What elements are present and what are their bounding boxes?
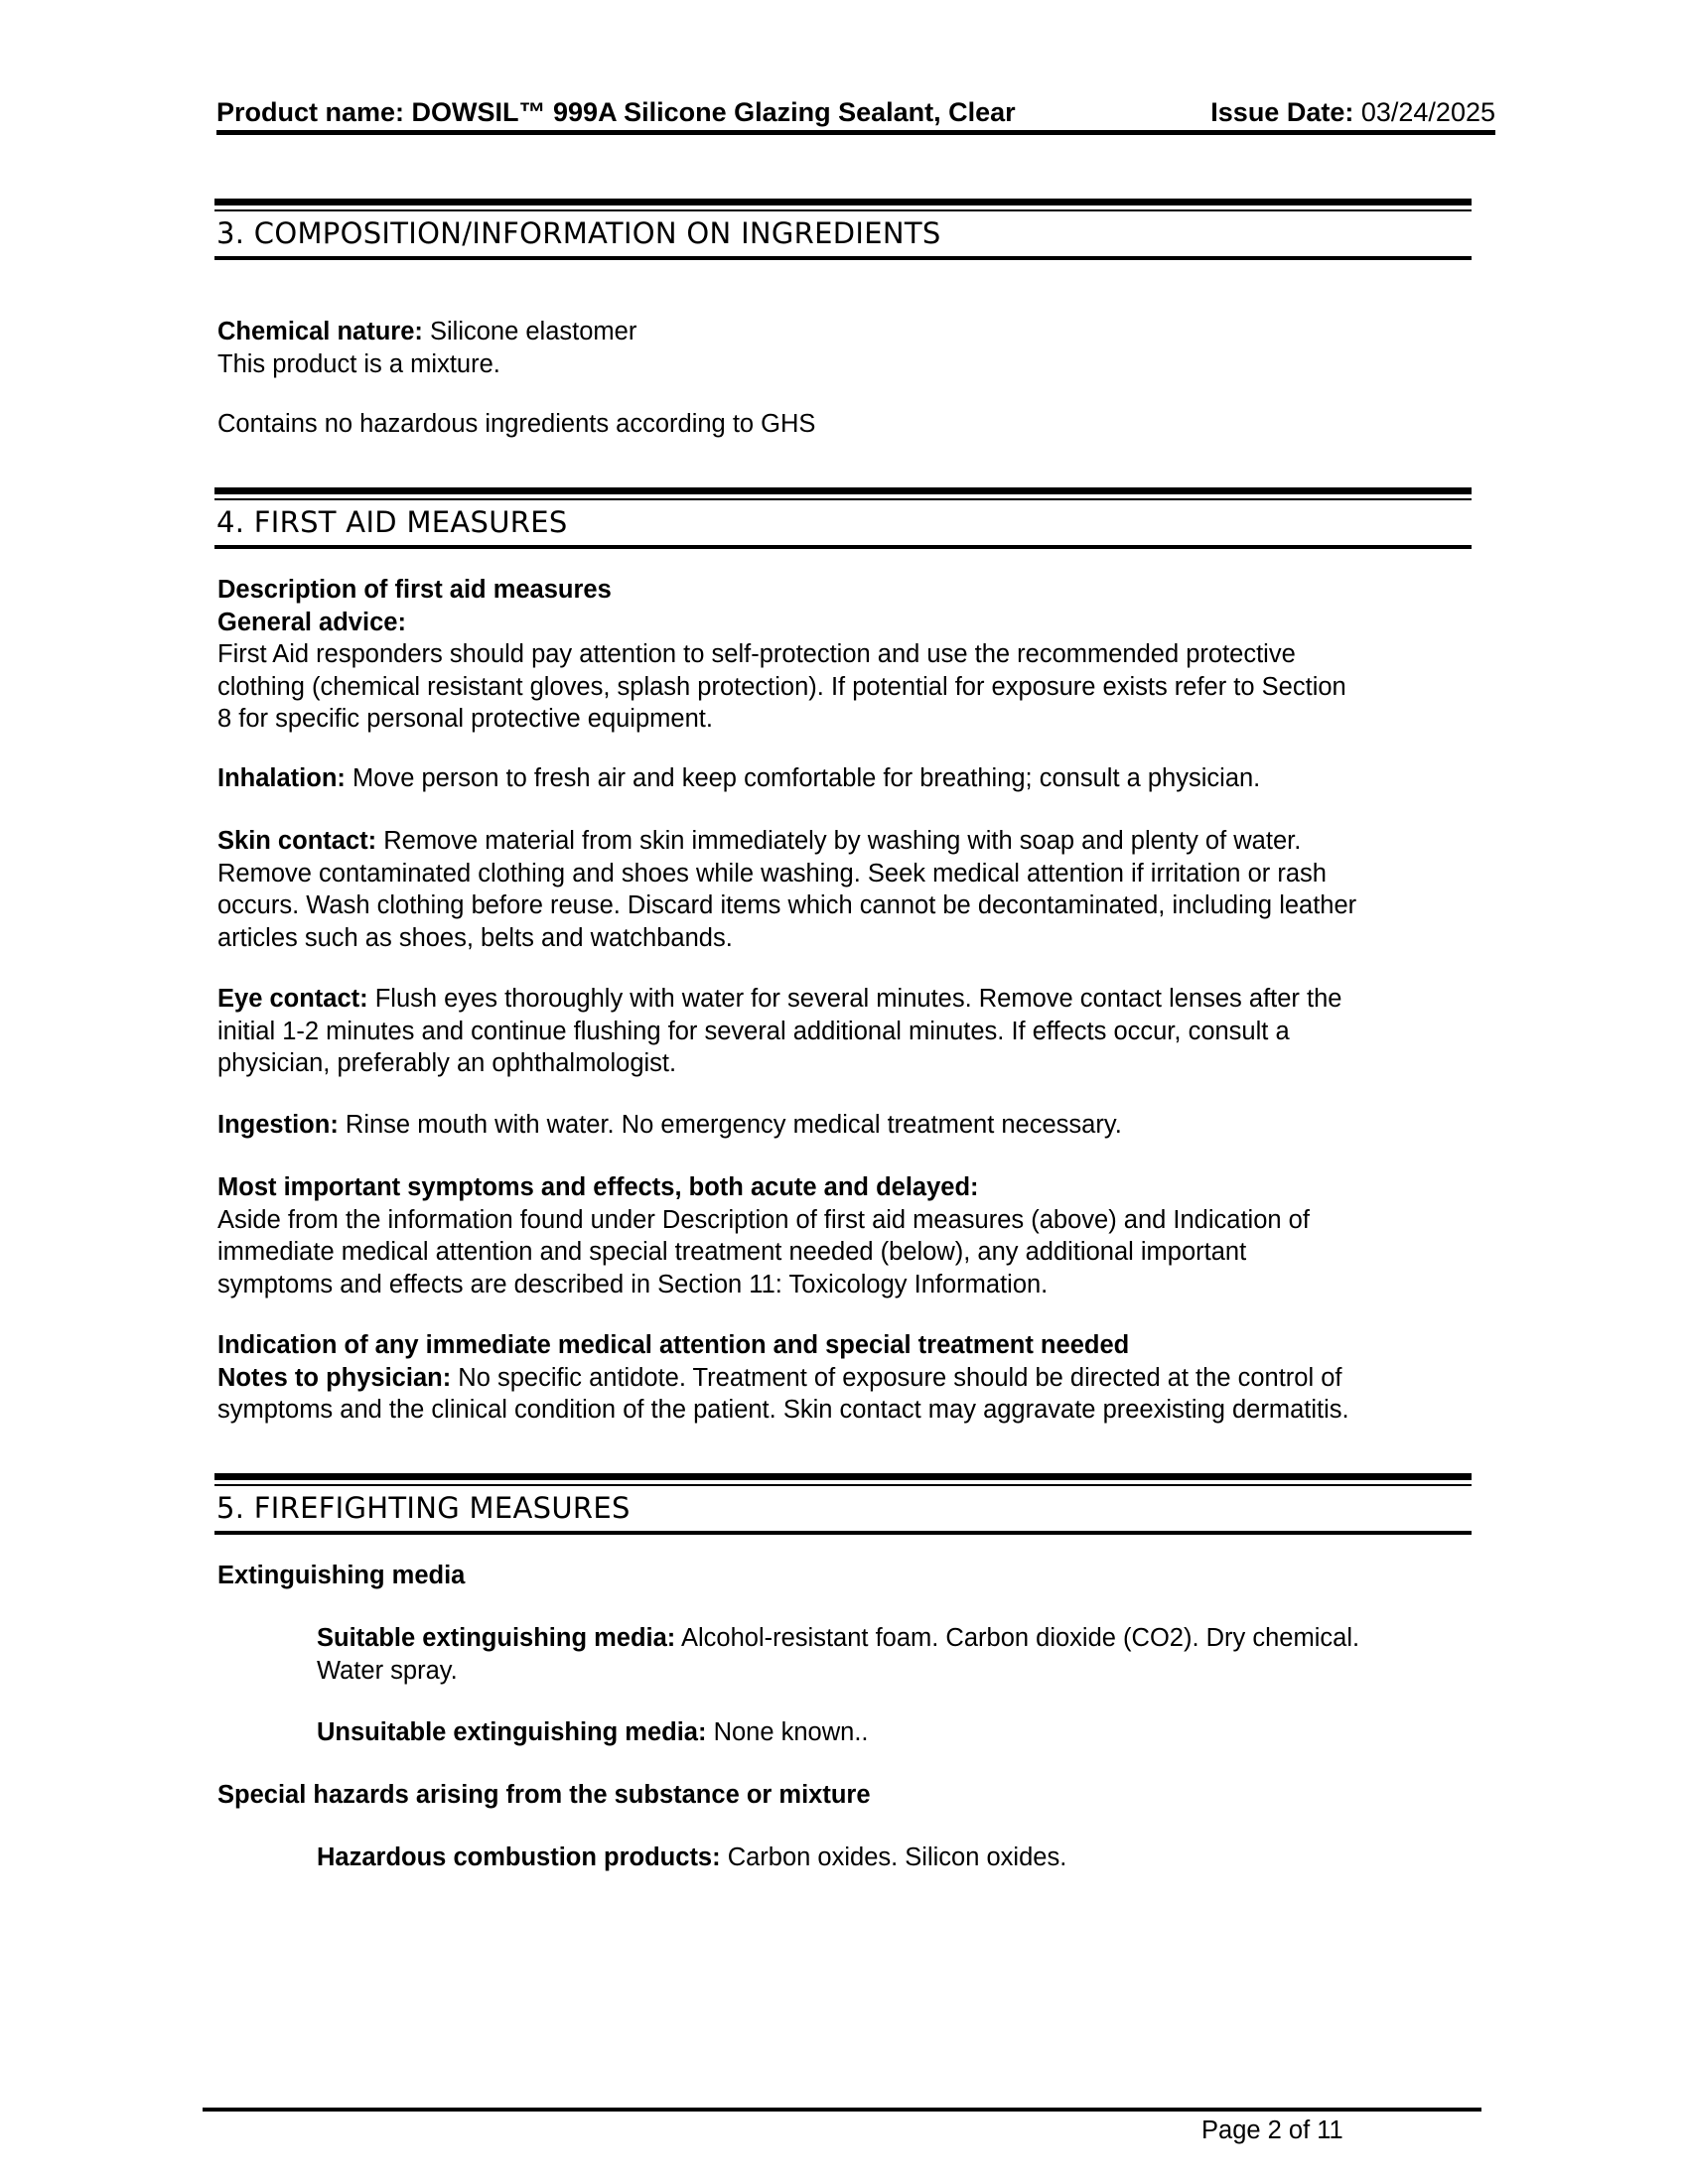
issue-date-label: Issue Date: bbox=[1210, 97, 1354, 127]
symptoms-paragraph bbox=[217, 1171, 1478, 1300]
eye-contact-line: physician, preferably an ophthalmologist. bbox=[217, 1049, 677, 1077]
symptoms-line: immediate medical attention and special treatment needed (below), any additional important bbox=[217, 1238, 1247, 1266]
notes-to-physician-label: Notes to physician: bbox=[217, 1363, 452, 1392]
section-3-title: 3. COMPOSITION/INFORMATION ON INGREDIENTS bbox=[216, 216, 941, 250]
suitable-media-line: Water spray. bbox=[317, 1656, 458, 1685]
section-5-title: 5. FIREFIGHTING MEASURES bbox=[216, 1491, 631, 1525]
skin-contact-line: articles such as shoes, belts and watchbands. bbox=[217, 923, 733, 952]
suitable-media-text: Alcohol-resistant foam. Carbon dioxide (CO2). Dry chemical. bbox=[680, 1624, 1360, 1652]
section-rule-thick bbox=[214, 1473, 1472, 1480]
unsuitable-media-label: Unsuitable extinguishing media: bbox=[317, 1718, 707, 1746]
section-rule-under bbox=[214, 1531, 1472, 1535]
section-rule-thin bbox=[214, 209, 1472, 211]
eye-contact-paragraph bbox=[217, 983, 1478, 1080]
extinguishing-media-heading bbox=[217, 1560, 1478, 1592]
general-advice-label: General advice: bbox=[217, 608, 406, 636]
section-rule-thick bbox=[214, 199, 1472, 205]
combustion-products-paragraph bbox=[317, 1842, 1578, 1874]
symptoms-line: Aside from the information found under Description of first aid measures (above) and Indication of bbox=[217, 1205, 1310, 1234]
symptoms-heading: Most important symptoms and effects, both acute and delayed: bbox=[217, 1173, 979, 1201]
skin-contact-line: Remove contaminated clothing and shoes while washing. Seek medical attention if irritation or rash bbox=[217, 859, 1327, 887]
chemical-nature-value: Silicone elastomer bbox=[429, 318, 637, 345]
inhalation-text: Move person to fresh air and keep comfortable for breathing; consult a physician. bbox=[352, 764, 1261, 792]
section-4-title: 4. FIRST AID MEASURES bbox=[216, 505, 568, 539]
mixture-statement: This product is a mixture. bbox=[217, 349, 500, 378]
contains-statement: Contains no hazardous ingredients according to GHS bbox=[217, 410, 816, 438]
ingestion-text: Rinse mouth with water. No emergency medical treatment necessary. bbox=[345, 1111, 1122, 1139]
footer-rule bbox=[203, 2108, 1481, 2112]
skin-contact-text: Remove material from skin immediately by washing with soap and plenty of water. bbox=[383, 827, 1302, 855]
chemical-nature-label: Chemical nature: bbox=[217, 318, 423, 345]
eye-contact-line: initial 1-2 minutes and continue flushing for several additional minutes. If effects occur, consult a bbox=[217, 1017, 1290, 1045]
section-3-header bbox=[214, 199, 1472, 260]
issue-date-value: 03/24/2025 bbox=[1360, 97, 1495, 127]
combustion-products-label: Hazardous combustion products: bbox=[317, 1843, 721, 1871]
suitable-media-label: Suitable extinguishing media: bbox=[317, 1624, 676, 1652]
skin-contact-paragraph bbox=[217, 825, 1478, 954]
page-number: Page 2 of 11 bbox=[1201, 2116, 1343, 2144]
header-rule bbox=[216, 130, 1495, 135]
general-advice-line: 8 for specific personal protective equipment. bbox=[217, 705, 713, 733]
issue-date bbox=[1210, 95, 1495, 129]
section-rule-thin bbox=[214, 498, 1472, 500]
combustion-products-text: Carbon oxides. Silicon oxides. bbox=[727, 1843, 1067, 1871]
chemical-nature bbox=[217, 316, 1478, 380]
skin-contact-line: occurs. Wash clothing before reuse. Discard items which cannot be decontaminated, including leather bbox=[217, 891, 1357, 919]
section-4-header bbox=[214, 487, 1472, 549]
product-name: Product name: DOWSIL™ 999A Silicone Glazing Sealant, Clear bbox=[216, 97, 1016, 127]
suitable-media-paragraph bbox=[317, 1622, 1578, 1687]
section-rule-under bbox=[214, 545, 1472, 549]
eye-contact-label: Eye contact: bbox=[217, 985, 368, 1013]
inhalation-paragraph bbox=[217, 762, 1478, 795]
indication-paragraph bbox=[217, 1329, 1478, 1427]
desc-first-aid-heading: Description of first aid measures bbox=[217, 576, 612, 604]
inhalation-label: Inhalation: bbox=[217, 764, 346, 792]
section-rule-thin bbox=[214, 1484, 1472, 1486]
extinguishing-media-label: Extinguishing media bbox=[217, 1562, 466, 1589]
unsuitable-media-paragraph bbox=[317, 1716, 1578, 1749]
indication-heading: Indication of any immediate medical attention and special treatment needed bbox=[217, 1331, 1130, 1359]
section-rule-under bbox=[214, 256, 1472, 260]
general-advice-line: First Aid responders should pay attention to self-protection and use the recommended protective bbox=[217, 640, 1296, 668]
general-advice-line: clothing (chemical resistant gloves, splash protection). If potential for exposure exists refer to Section bbox=[217, 672, 1346, 701]
notes-to-physician-line: symptoms and the clinical condition of the patient. Skin contact may aggravate preexisting dermatitis. bbox=[217, 1396, 1349, 1424]
general-advice-block bbox=[217, 574, 1478, 736]
special-hazards-label: Special hazards arising from the substance or mixture bbox=[217, 1781, 871, 1809]
eye-contact-text: Flush eyes thoroughly with water for several minutes. Remove contact lenses after the bbox=[374, 985, 1342, 1013]
section-rule-thick bbox=[214, 487, 1472, 494]
unsuitable-media-text: None known.. bbox=[713, 1718, 869, 1746]
notes-to-physician-text: No specific antidote. Treatment of exposure should be directed at the control of bbox=[458, 1363, 1342, 1392]
symptoms-line: symptoms and effects are described in Section 11: Toxicology Information. bbox=[217, 1270, 1049, 1298]
skin-contact-label: Skin contact: bbox=[217, 827, 377, 855]
ingestion-label: Ingestion: bbox=[217, 1111, 339, 1139]
special-hazards-heading bbox=[217, 1779, 1478, 1812]
ingestion-paragraph bbox=[217, 1109, 1478, 1142]
section-5-header bbox=[214, 1473, 1472, 1535]
